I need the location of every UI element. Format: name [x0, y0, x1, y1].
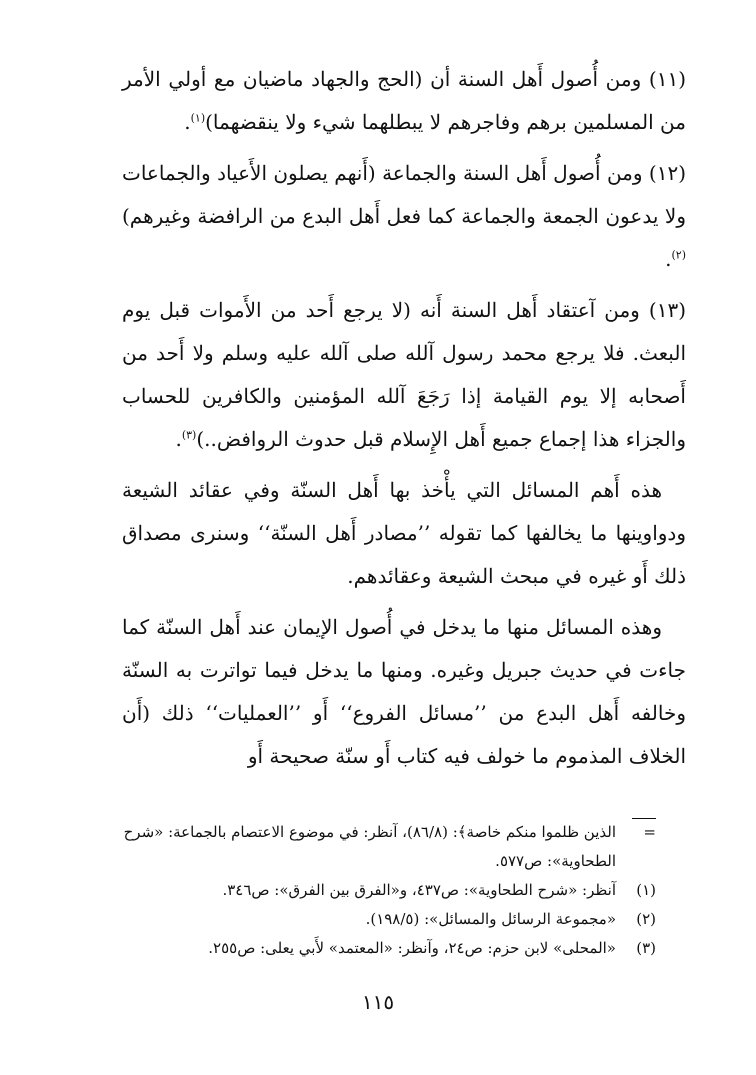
footnote-continuation	[104, 818, 656, 876]
footnote-ref-2: (٢)	[671, 248, 686, 262]
continuation-mark: =	[643, 823, 656, 841]
page-number: ١١٥	[361, 990, 395, 1014]
footnote-text: آنظر: «شرح الطحاوية»: ص٤٣٧، و«الفرق بين الفرق»: ص٣٤٦.	[222, 881, 616, 899]
paragraph-text: وهذه المسائل منها ما يدخل في أُصول الإيمان عند أَهل السنّة كما جاءت في حديث جبريل وغيره. ومنها ما يدخل فيما تواترت به السنّة وخالفه أَهل البدع من ’’مسائل الفروع‘‘ أَو ’’العمليات‘‘ ذلك (أَن الخلاف المذموم ما خولف فيه كتاب أَو سنّة صحيحة أَو	[122, 615, 686, 768]
main-text	[122, 58, 686, 786]
sentence-end: .	[184, 110, 191, 134]
paragraph-issues	[122, 606, 686, 778]
footnote-ref-1: (١)	[190, 111, 206, 125]
footnote-text: «مجموعة الرسائل والمسائل»: (١٩٨/٥).	[365, 910, 616, 928]
footnote-1	[104, 876, 656, 905]
paragraph-13	[122, 289, 686, 461]
paragraph-11	[122, 58, 686, 144]
paragraph-summary	[122, 469, 686, 598]
paragraph-text: (١١) ومن أُصول أَهل السنة أن (الحج والجهاد ماضيان مع أولي الأمر من المسلمين برهم وفاجرهم لا يبطلهما شيء ولا ينقضهما)	[122, 67, 686, 134]
footnote-number: (٣)	[636, 939, 656, 957]
paragraph-text: (١٣) ومن آعتقاد أَهل السنة أَنه (لا يرجع أَحد من الأَموات قبل يوم البعث. فلا يرجع محمد رسول آلله صلى آلله عليه وسلم ولا أَحد من أَصحابه إلا يوم القيامة إذا رَجَعَ آلله المؤمنين والكافرين للحساب والجزاء هذا إجماع جميع أَهل الإِسلام قبل حدوث الروافض..)	[122, 298, 686, 451]
footnote-2	[104, 905, 656, 934]
footnote-text: «المحلى» لابن حزم: ص٢٤، وآنظر: «المعتمد» لأَبي يعلى: ص٢٥٥.	[208, 939, 616, 957]
footnote-3	[104, 934, 656, 963]
footnote-ref-3: (٣)	[181, 428, 197, 442]
footnote-number: (١)	[636, 881, 656, 899]
paragraph-text: (١٢) ومن أُصول أَهل السنة والجماعة (أَنهم يصلون الأَعياد والجماعات ولا يدعون الجمعة والجماعة كما فعل أَهل البدع من الرافضة وغيرهم)	[121, 161, 686, 228]
footnotes	[104, 818, 656, 963]
sentence-end: .	[665, 247, 672, 271]
footnote-number: (٢)	[636, 910, 656, 928]
paragraph-12	[122, 152, 686, 281]
sentence-end: .	[175, 427, 182, 451]
paragraph-text: هذه أَهم المسائل التي يأْخذ بها أَهل السنّة وفي عقائد الشيعة ودواوينها ما يخالفها كما تقوله ’’مصادر أَهل السنّة‘‘ وسنرى مصداق ذلك أَو غيره في مبحث الشيعة وعقائدهم.	[122, 478, 686, 588]
footnote-continuation-text: الذين ظلموا منكم خاصة﴾: (٨٦/٨)، آنظر: في موضوع الاعتصام بالجماعة: «شرح الطحاوية»: ص٥٧٧.	[123, 823, 616, 870]
